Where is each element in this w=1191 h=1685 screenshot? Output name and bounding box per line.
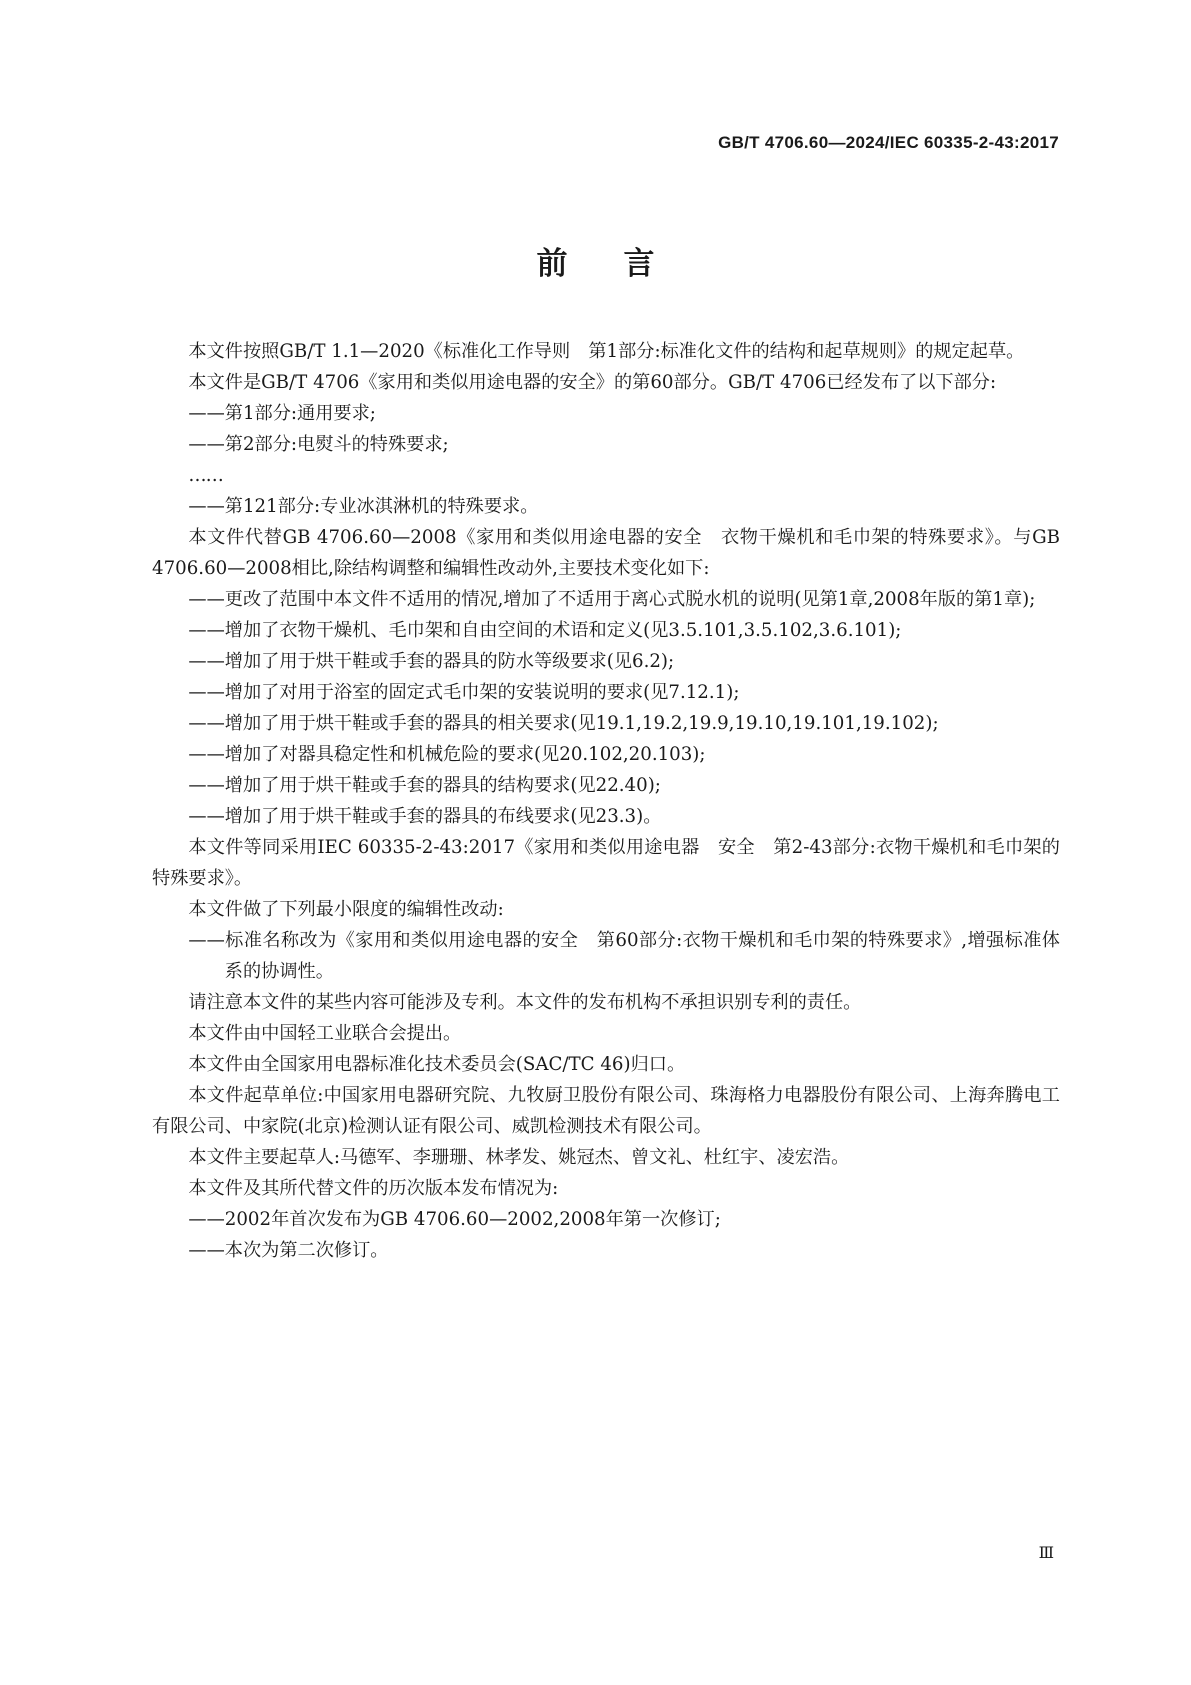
- list-item-change: ——增加了用于烘干鞋或手套的器具的结构要求(见22.40);: [188, 775, 661, 796]
- page-title: [0, 238, 1191, 283]
- paragraph-committee: 本文件由全国家用电器标准化技术委员会(SAC/TC 46)归口。: [188, 1054, 686, 1075]
- list-item-change: ——增加了衣物干燥机、毛巾架和自由空间的术语和定义(见3.5.101,3.5.102,3.6.101);: [188, 620, 902, 641]
- paragraph-drafters: 本文件主要起草人:马德军、李珊珊、林孝发、姚冠杰、曾文礼、杜红宇、凌宏浩。: [188, 1147, 850, 1168]
- list-item-change: ——增加了对用于浴室的固定式毛巾架的安装说明的要求(见7.12.1);: [188, 682, 740, 703]
- page-number: Ⅲ: [1038, 1543, 1054, 1562]
- paragraph-series-info: 本文件是GB/T 4706《家用和类似用途电器的安全》的第60部分。GB/T 4706已经发布了以下部分:: [188, 372, 997, 393]
- list-item-part: ——第2部分:电熨斗的特殊要求;: [188, 434, 449, 455]
- list-item-change: ——更改了范围中本文件不适用的情况,增加了不适用于离心式脱水机的说明(见第1章,2008年版的第1章);: [188, 589, 1036, 610]
- list-item-edit: ——标准名称改为《家用和类似用途电器的安全 第60部分:衣物干燥机和毛巾架的特殊要求》,增强标准体系的协调性。: [188, 930, 1060, 982]
- list-item-history: ——2002年首次发布为GB 4706.60—2002,2008年第一次修订;: [188, 1209, 721, 1230]
- paragraph-adoption: 本文件等同采用IEC 60335-2-43:2017《家用和类似用途电器 安全 第2-43部分:衣物干燥机和毛巾架的特殊要求》。: [152, 837, 1060, 889]
- paragraph-patent-notice: 请注意本文件的某些内容可能涉及专利。本文件的发布机构不承担识别专利的责任。: [188, 992, 862, 1013]
- paragraph-proposer: 本文件由中国轻工业联合会提出。: [188, 1023, 462, 1044]
- list-item-part: ——第1部分:通用要求;: [188, 403, 376, 424]
- paragraph-drafting-units: 本文件起草单位:中国家用电器研究院、九牧厨卫股份有限公司、珠海格力电器股份有限公司、上海奔腾电工有限公司、中家院(北京)检测认证有限公司、威凯检测技术有限公司。: [152, 1085, 1060, 1137]
- list-item-change: ——增加了用于烘干鞋或手套的器具的相关要求(见19.1,19.2,19.9,19.10,19.101,19.102);: [188, 713, 939, 734]
- list-item-change: ——增加了对器具稳定性和机械危险的要求(见20.102,20.103);: [188, 744, 706, 765]
- list-item-change: ——增加了用于烘干鞋或手套的器具的布线要求(见23.3)。: [188, 806, 662, 827]
- list-item-change: ——增加了用于烘干鞋或手套的器具的防水等级要求(见6.2);: [188, 651, 675, 672]
- document-code: GB/T 4706.60—2024/IEC 60335-2-43:2017: [718, 133, 1059, 152]
- paragraph-version-history: 本文件及其所代替文件的历次版本发布情况为:: [188, 1178, 559, 1199]
- paragraph-replaces: 本文件代替GB 4706.60—2008《家用和类似用途电器的安全 衣物干燥机和毛巾架的特殊要求》。与GB 4706.60—2008相比,除结构调整和编辑性改动外,主要技术变化如下:: [152, 527, 1060, 579]
- list-item-part: ——第121部分:专业冰淇淋机的特殊要求。: [188, 496, 539, 517]
- foreword-body: [152, 336, 1060, 1266]
- title-char-2: 言: [623, 246, 655, 282]
- list-item-history: ——本次为第二次修订。: [188, 1240, 389, 1261]
- ellipsis: ……: [188, 465, 223, 486]
- title-char-1: 前: [536, 246, 568, 282]
- paragraph-drafting-rules: 本文件按照GB/T 1.1—2020《标准化工作导则 第1部分:标准化文件的结构和起草规则》的规定起草。: [188, 341, 1025, 362]
- paragraph-editorial-changes: 本文件做了下列最小限度的编辑性改动:: [188, 899, 504, 920]
